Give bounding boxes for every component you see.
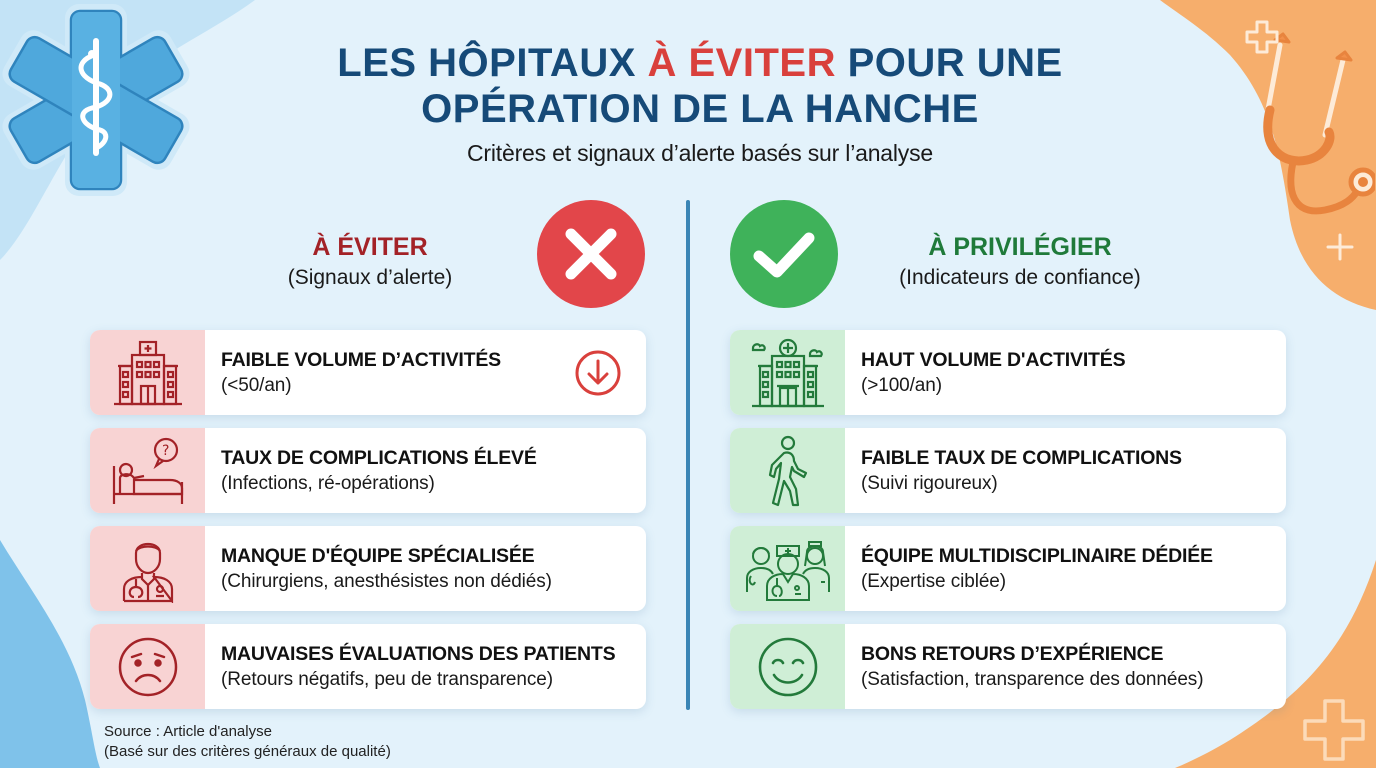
prefer-heading-title: À PRIVILÉGIER bbox=[928, 233, 1112, 261]
title-text: LES HÔPITAUX bbox=[337, 41, 648, 85]
avoid-heading bbox=[250, 232, 490, 292]
prefer-card-good-feedback bbox=[730, 624, 1286, 709]
x-mark-icon bbox=[561, 224, 621, 284]
icon-panel bbox=[730, 428, 845, 513]
card-title: HAUT VOLUME D'ACTIVITÉS bbox=[861, 348, 1126, 371]
icon-panel bbox=[90, 428, 205, 513]
avoid-card-no-specialized-team bbox=[90, 526, 646, 611]
icon-panel bbox=[730, 526, 845, 611]
smiley-face-icon bbox=[756, 635, 820, 699]
plus-icon bbox=[1326, 233, 1354, 261]
prefer-card-low-complications bbox=[730, 428, 1286, 513]
prefer-card-high-volume bbox=[730, 330, 1286, 415]
header bbox=[200, 40, 1200, 167]
icon-panel bbox=[730, 624, 845, 709]
card-title: ÉQUIPE MULTIDISCIPLINAIRE DÉDIÉE bbox=[861, 544, 1213, 567]
card-detail: (Chirurgiens, anesthésistes non dédiés) bbox=[221, 570, 552, 592]
card-text bbox=[845, 526, 1213, 611]
avoid-heading-subtitle: (Signaux d’alerte) bbox=[287, 266, 453, 289]
checkmark-icon bbox=[749, 224, 819, 284]
card-text bbox=[845, 624, 1203, 709]
hospital-building-icon bbox=[750, 338, 826, 408]
prefer-card-dedicated-team bbox=[730, 526, 1286, 611]
avoid-heading-title: À ÉVITER bbox=[312, 233, 428, 261]
icon-panel bbox=[730, 330, 845, 415]
x-mark-badge bbox=[537, 200, 645, 308]
walking-person-icon bbox=[766, 435, 810, 507]
card-detail: (Retours négatifs, peu de transparence) bbox=[221, 668, 553, 690]
card-text bbox=[845, 330, 1125, 415]
card-detail: (Suivi rigoureux) bbox=[861, 472, 998, 494]
card-text bbox=[845, 428, 1182, 513]
card-detail: (<50/an) bbox=[221, 374, 292, 396]
avoid-card-low-volume bbox=[90, 330, 646, 415]
avoid-card-bad-reviews bbox=[90, 624, 646, 709]
page-title bbox=[200, 40, 1200, 132]
medical-team-icon bbox=[745, 536, 831, 602]
source-line: Source : Article d'analyse bbox=[104, 723, 272, 740]
arrow-down-circle-icon bbox=[574, 349, 622, 397]
title-accent: À ÉVITER bbox=[647, 41, 836, 85]
card-text bbox=[205, 624, 615, 709]
column-divider bbox=[686, 200, 690, 710]
title-line-2: OPÉRATION DE LA HANCHE bbox=[421, 87, 979, 131]
card-title: MANQUE D'ÉQUIPE SPÉCIALISÉE bbox=[221, 544, 535, 567]
title-line-1 bbox=[200, 40, 1200, 86]
checkmark-badge bbox=[730, 200, 838, 308]
card-detail: (Expertise ciblée) bbox=[861, 570, 1006, 592]
prefer-heading-subtitle: (Indicateurs de confiance) bbox=[899, 266, 1141, 289]
icon-panel bbox=[90, 330, 205, 415]
patient-in-bed-question-icon bbox=[110, 436, 186, 506]
card-text bbox=[205, 526, 552, 611]
icon-panel bbox=[90, 526, 205, 611]
card-detail: (Satisfaction, transparence des données) bbox=[861, 668, 1204, 690]
prefer-heading bbox=[860, 232, 1180, 292]
source-basis-line: (Basé sur des critères généraux de qualité) bbox=[104, 743, 391, 760]
card-text bbox=[205, 330, 501, 415]
card-title: FAIBLE VOLUME D’ACTIVITÉS bbox=[221, 348, 501, 371]
avoid-card-high-complications bbox=[90, 428, 646, 513]
card-title: TAUX DE COMPLICATIONS ÉLEVÉ bbox=[221, 446, 537, 469]
card-title: BONS RETOURS D’EXPÉRIENCE bbox=[861, 642, 1164, 665]
card-text bbox=[205, 428, 537, 513]
title-text: POUR UNE bbox=[835, 41, 1063, 85]
sad-face-icon bbox=[116, 635, 180, 699]
svg-text:?: ? bbox=[161, 442, 169, 459]
doctor-icon bbox=[120, 535, 176, 603]
subtitle: Critères et signaux d’alerte basés sur l’analyse bbox=[467, 140, 933, 166]
source-note bbox=[104, 722, 391, 762]
card-title: MAUVAISES ÉVALUATIONS DES PATIENTS bbox=[221, 642, 616, 665]
star-of-life-icon bbox=[0, 0, 200, 205]
plus-outline-icon bbox=[1245, 20, 1279, 54]
card-detail: (>100/an) bbox=[861, 374, 942, 396]
card-title: FAIBLE TAUX DE COMPLICATIONS bbox=[861, 446, 1182, 469]
icon-panel bbox=[90, 624, 205, 709]
hospital-building-icon bbox=[112, 340, 184, 406]
plus-outline-icon bbox=[1301, 697, 1367, 763]
card-detail: (Infections, ré-opérations) bbox=[221, 472, 435, 494]
